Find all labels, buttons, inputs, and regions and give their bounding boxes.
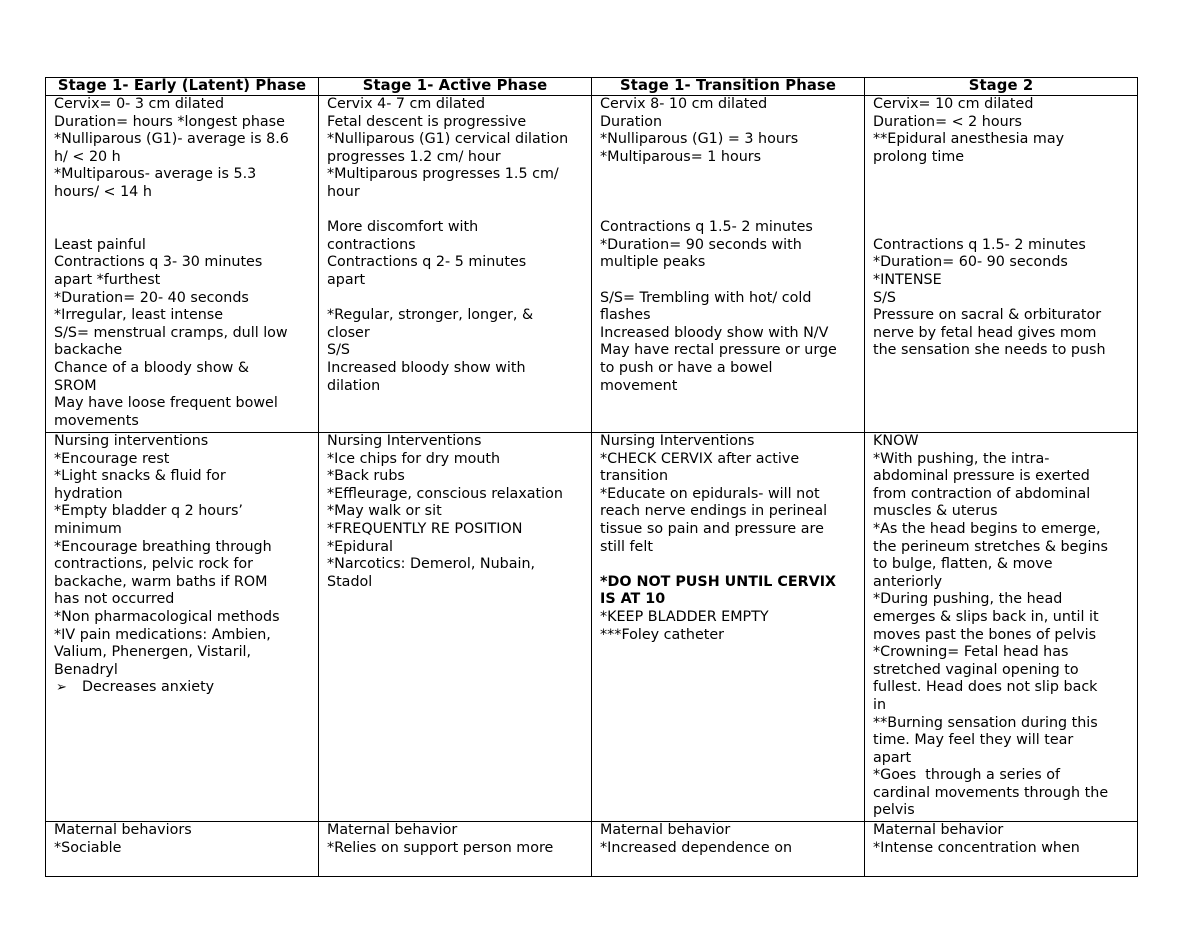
cell-line: Contractions q 2- 5 minutes [327, 254, 527, 271]
cell-line: SROM [54, 377, 97, 394]
cell-line: *Sociable [54, 839, 122, 856]
cell-line: minimum [54, 520, 122, 537]
cell-line: *Intense concentration when [873, 839, 1080, 856]
cell-line: backache [54, 342, 123, 359]
cell-line: *Increased dependence on [600, 839, 793, 856]
cell-line: *Relies on support person more [327, 839, 554, 856]
cell-line: Cervix= 10 cm dilated [873, 96, 1034, 112]
cell-line: *Narcotics: Demerol, Nubain, [327, 556, 536, 573]
cell-line: *CHECK CERVIX after active [600, 450, 800, 467]
cell-line: Stadol [327, 573, 373, 590]
cell-line: *Non pharmacological methods [54, 608, 280, 625]
cell-line: Duration= hours *longest phase [54, 113, 285, 130]
cell-line: *Nulliparous (G1) cervical dilation [327, 131, 569, 148]
cell-line: Increased bloody show with [327, 359, 526, 376]
cell-line: *May walk or sit [327, 503, 442, 520]
cell-line: *During pushing, the head [873, 591, 1063, 608]
cell-line: *Educate on epidurals- will not [600, 485, 820, 502]
cell-line: *Epidural [327, 538, 393, 555]
header-transition-phase: Stage 1- Transition Phase [592, 78, 865, 96]
cell-line: abdominal pressure is exerted [873, 468, 1090, 485]
cell-line: reach nerve endings in perineal [600, 503, 828, 520]
cell-line: Fetal descent is progressive [327, 113, 527, 130]
cell-early-characteristics [46, 96, 319, 433]
cell-line: *Multiparous- average is 5.3 [54, 166, 257, 183]
nursing-interventions-row [46, 433, 1138, 822]
cell-line: *Back rubs [327, 468, 405, 485]
cell-line: S/S= Trembling with hot/ cold [600, 289, 812, 306]
cell-line: anteriorly [873, 573, 943, 590]
cell-line [600, 272, 861, 290]
cell-line: the sensation she needs to push [873, 342, 1106, 359]
cell-line: still felt [600, 538, 653, 555]
cell-line: movements [54, 412, 139, 429]
cell-active-characteristics [319, 96, 592, 433]
cell-line [600, 202, 861, 220]
cell-line: *Light snacks & fluid for [54, 468, 226, 485]
cell-line: Maternal behavior [327, 822, 458, 838]
cell-line [600, 556, 861, 574]
cell-transition-behavior [592, 822, 865, 877]
sub-bullet-text: Decreases anxiety [82, 679, 215, 696]
cell-line: Pressure on sacral & orbiturator [873, 307, 1102, 324]
cell-line: muscles & uterus [873, 503, 998, 520]
characteristics-row [46, 96, 1138, 433]
cell-line: time. May feel they will tear [873, 732, 1074, 749]
cell-line: progresses 1.2 cm/ hour [327, 148, 501, 165]
labor-stages-table [45, 77, 1138, 877]
cell-line [54, 219, 315, 237]
cell-line: fullest. Head does not slip back [873, 679, 1098, 696]
cell-line: Valium, Phenergen, Vistaril, [54, 644, 252, 661]
cell-line [600, 166, 861, 184]
cell-line: dilation [327, 377, 381, 394]
cell-line: *Duration= 20- 40 seconds [54, 289, 249, 306]
cell-line: has not occurred [54, 591, 175, 608]
cell-line: S/S [327, 342, 350, 359]
cell-line [327, 202, 588, 220]
arrow-bullet-icon: ➢ [56, 680, 67, 696]
cell-line: movement [600, 377, 678, 394]
cell-line: closer [327, 324, 370, 341]
cell-line: *Ice chips for dry mouth [327, 450, 501, 467]
cell-line: *Encourage breathing through [54, 538, 272, 555]
cell-line: to bulge, flatten, & move [873, 556, 1053, 573]
cell-line: in [873, 696, 887, 713]
cell-line: *Encourage rest [54, 450, 170, 467]
cell-early-behavior [46, 822, 319, 877]
cell-line: Duration= < 2 hours [873, 113, 1022, 130]
cell-line: nerve by fetal head gives mom [873, 324, 1097, 341]
sub-bullet [54, 679, 315, 697]
cell-stage2-characteristics [865, 96, 1138, 433]
cell-line: prolong time [873, 148, 965, 165]
cell-line [873, 166, 1134, 184]
cell-line: flashes [600, 307, 651, 324]
cell-line: Chance of a bloody show & [54, 359, 249, 376]
cell-line: Cervix 4- 7 cm dilated [327, 96, 486, 112]
cell-line: Least painful [54, 236, 146, 253]
cell-line [873, 184, 1134, 202]
cell-line: ***Foley catheter [600, 626, 725, 643]
cell-line: h/ < 20 h [54, 148, 121, 165]
cell-line: hours/ < 14 h [54, 183, 152, 200]
cell-line: hour [327, 183, 360, 200]
cell-line: May have loose frequent bowel [54, 395, 278, 412]
cell-line: Duration [600, 113, 663, 130]
cell-stage2-interventions [865, 433, 1138, 822]
cell-line: Nursing interventions [54, 433, 209, 449]
cell-line: the perineum stretches & begins [873, 538, 1108, 555]
cell-line [54, 202, 315, 220]
cell-line: Contractions q 1.5- 2 minutes [600, 219, 813, 236]
cell-line: contractions [327, 236, 416, 253]
cell-line: Benadryl [54, 661, 118, 678]
header-stage-2: Stage 2 [865, 78, 1138, 96]
cell-line: *INTENSE [873, 271, 942, 288]
cell-line: apart [327, 271, 366, 288]
cell-stage2-behavior [865, 822, 1138, 877]
cell-line: *Goes through a series of [873, 767, 1060, 784]
cell-line: *Crowning= Fetal head has [873, 644, 1069, 661]
header-active-phase: Stage 1- Active Phase [319, 78, 592, 96]
cell-line: S/S= menstrual cramps, dull low [54, 324, 288, 341]
cell-line: pelvis [873, 802, 915, 819]
cell-line: from contraction of abdominal [873, 485, 1091, 502]
cell-line: transition [600, 468, 669, 485]
cell-line: emerges & slips back in, until it [873, 608, 1099, 625]
cell-line: **Epidural anesthesia may [873, 131, 1065, 148]
cell-line: Nursing Interventions [327, 433, 482, 449]
cell-line: Increased bloody show with N/V [600, 324, 829, 341]
cell-line: Cervix 8- 10 cm dilated [600, 96, 768, 112]
cell-line: Maternal behaviors [54, 822, 192, 838]
cell-line: KNOW [873, 433, 919, 449]
cell-transition-characteristics [592, 96, 865, 433]
cell-line: apart [873, 749, 912, 766]
maternal-behavior-row [46, 822, 1138, 877]
cell-line: Maternal behavior [600, 822, 731, 838]
cell-line-bold: IS AT 10 [600, 591, 666, 608]
cell-line: hydration [54, 485, 123, 502]
cell-line [600, 184, 861, 202]
cell-line: S/S [873, 289, 896, 306]
cell-line: cardinal movements through the [873, 784, 1109, 801]
cell-line: *With pushing, the intra- [873, 450, 1050, 467]
cell-line: apart *furthest [54, 271, 161, 288]
cell-line: May have rectal pressure or urge [600, 342, 837, 359]
cell-line: Contractions q 3- 30 minutes [54, 254, 263, 271]
cell-line-bold: *DO NOT PUSH UNTIL CERVIX [600, 573, 837, 590]
cell-line [873, 202, 1134, 220]
header-early-latent-phase: Stage 1- Early (Latent) Phase [46, 78, 319, 96]
cell-line [873, 219, 1134, 237]
cell-line: *KEEP BLADDER EMPTY [600, 608, 769, 625]
cell-line: More discomfort with [327, 219, 479, 236]
cell-line: *Irregular, least intense [54, 307, 224, 324]
cell-line: Contractions q 1.5- 2 minutes [873, 236, 1086, 253]
cell-line: tissue so pain and pressure are [600, 520, 824, 537]
cell-line: *Multiparous progresses 1.5 cm/ [327, 166, 559, 183]
cell-line: Nursing Interventions [600, 433, 755, 449]
cell-line: backache, warm baths if ROM [54, 573, 268, 590]
cell-line: *As the head begins to emerge, [873, 520, 1101, 537]
cell-line: *Multiparous= 1 hours [600, 148, 762, 165]
cell-line: *Effleurage, conscious relaxation [327, 485, 563, 502]
header-row [46, 78, 1138, 96]
cell-line: stretched vaginal opening to [873, 661, 1079, 678]
cell-line: Maternal behavior [873, 822, 1004, 838]
cell-line: *Regular, stronger, longer, & [327, 307, 534, 324]
cell-line [327, 290, 588, 308]
cell-active-behavior [319, 822, 592, 877]
cell-line: *Nulliparous (G1)- average is 8.6 [54, 131, 289, 148]
cell-line: *FREQUENTLY RE POSITION [327, 520, 523, 537]
cell-line: *IV pain medications: Ambien, [54, 626, 271, 643]
cell-line: multiple peaks [600, 254, 706, 271]
cell-line: contractions, pelvic rock for [54, 556, 254, 573]
cell-active-interventions [319, 433, 592, 822]
cell-line: *Duration= 60- 90 seconds [873, 254, 1068, 271]
cell-line: **Burning sensation during this [873, 714, 1098, 731]
cell-line: Cervix= 0- 3 cm dilated [54, 96, 225, 112]
cell-line: *Empty bladder q 2 hours’ [54, 503, 243, 520]
cell-early-interventions [46, 433, 319, 822]
cell-line: moves past the bones of pelvis [873, 626, 1097, 643]
cell-line: *Nulliparous (G1) = 3 hours [600, 131, 799, 148]
cell-line: *Duration= 90 seconds with [600, 236, 802, 253]
cell-line: to push or have a bowel [600, 359, 773, 376]
cell-transition-interventions [592, 433, 865, 822]
